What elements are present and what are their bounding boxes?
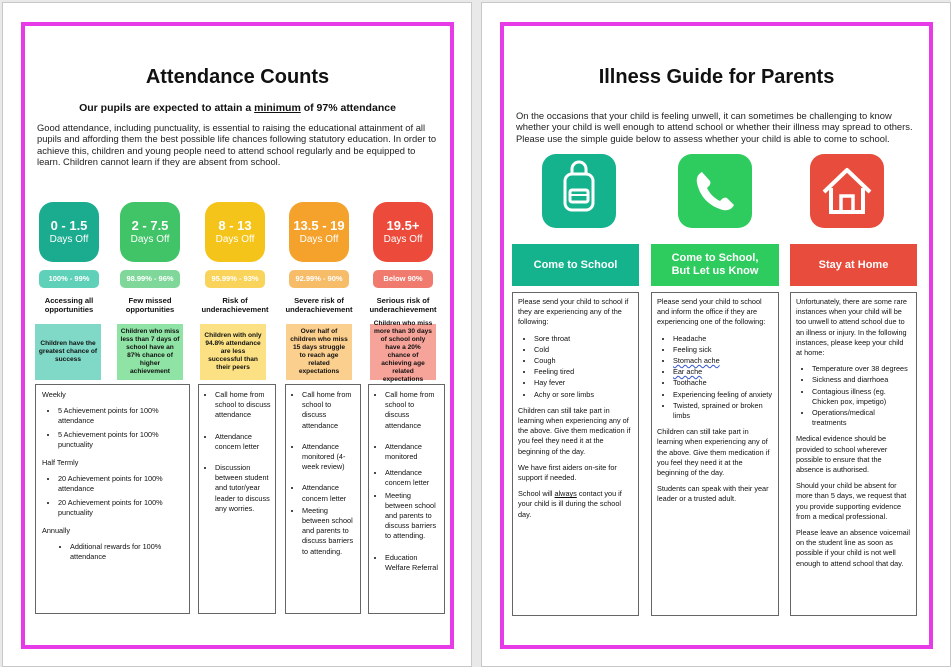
list-item: • Cold	[534, 345, 633, 355]
column-paragraph: Medical evidence should be provided to school wherever possible to ensure that the absence is authorised.	[796, 434, 888, 475]
list-item: • Discussion between student and tutor/year leader to discuss any worries.	[215, 463, 271, 514]
let-us-know-box	[651, 292, 779, 616]
list-item: • Temperature over 38 degrees	[812, 364, 911, 374]
list-item: • Achy or sore limbs	[534, 390, 633, 400]
days-off-badge: 8 - 13 Days Off	[205, 202, 265, 262]
list-item: • Attendance concern letter	[302, 483, 356, 503]
attendance-range-badge: Below 90%	[373, 270, 433, 288]
column-paragraph: Students can speak with their year leader or a trusted adult.	[657, 484, 769, 504]
column-lead: Please send your child to school and inform the office if they are experiencing one of the following:	[657, 297, 766, 327]
list-item: • 20 Achievement points for 100% punctuality	[58, 498, 183, 518]
list-item: • Call home from school to discuss attendance	[302, 390, 356, 431]
days-off-badge: 13.5 - 19 Days Off	[289, 202, 349, 262]
impact-note: Children who miss less than 7 days of school have an 87% chance of higher achievement	[117, 324, 183, 380]
list-item: • Call home from school to discuss attendance	[215, 390, 271, 421]
list-item: • 5 Achievement points for 100% attendance	[58, 406, 183, 426]
page-subtitle: Our pupils are expected to attain a minimum of 97% attendance	[79, 102, 396, 114]
column-paragraph: Children can still take part in learning when experiencing any of the above. Give them medication if you feel they need it at the beginning of the day.	[518, 405, 631, 456]
intro-paragraph: Good attendance, including punctuality, is essential to raising the educational attainment of all pupils and affording them the best possible life chances following statutory education. In order to achieve this, children and young people need to attend school regularly and be equipped to learn. Children cannot learn if they are absent from school.	[37, 122, 437, 167]
banner-come-to-school: Come to School	[512, 244, 639, 286]
actions-box	[198, 384, 276, 614]
attendance-range-badge: 92.99% - 90%	[289, 270, 349, 288]
attendance-range-badge: 98.99% - 96%	[120, 270, 180, 288]
page-border	[21, 22, 454, 649]
weekly-heading: Weekly	[42, 390, 66, 399]
list-item: • Sore throat	[534, 334, 633, 344]
list-item: • Additional rewards for 100% attendance	[70, 542, 183, 562]
column-paragraph: Please leave an absence voicemail on the student line as soon as possible if your child is not well enough to attend school that day.	[796, 528, 910, 568]
risk-label: Accessing all opportunities	[44, 296, 94, 314]
column-paragraph: Should your child be absent for more than 5 days, we request that you provide supporting evidence from a medical professional.	[796, 481, 907, 521]
days-off-badge: 0 - 1.5 Days Off	[39, 202, 99, 262]
actions-box	[285, 384, 361, 614]
list-item: • Contagious illness (eg. Chicken pox, impetigo)	[812, 387, 911, 407]
attendance-page	[2, 2, 472, 667]
list-item: • Education Welfare Referral	[385, 553, 440, 573]
column-lead: Unfortunately, there are some rare instances when your child will be too unwell to attend school due to an illness or injury. In the following instances, please keep your child at home:	[796, 297, 907, 358]
intro-paragraph: On the occasions that your child is feeling unwell, it can sometimes be challenging to know whether your child is well enough to attend school or whether their illness may spread to others. Please use the simple guide below to assess whether your child is able to come to school.	[516, 110, 913, 144]
attendance-range-badge: 100% - 99%	[39, 270, 99, 288]
list-item: • Twisted, sprained or broken limbs	[673, 401, 773, 421]
list-item: • Experiencing feeling of anxiety	[673, 390, 773, 400]
risk-label: Few missed opportunities	[125, 296, 175, 314]
list-item: • Cough	[534, 356, 633, 366]
list-item: • Ear ache	[673, 367, 773, 377]
come-to-school-box	[512, 292, 639, 616]
list-item: • 5 Achievement points for 100% punctuality	[58, 430, 183, 450]
impact-note: Children with only 94.8% attendance are less successful than their peers	[200, 324, 266, 380]
rewards-box	[35, 384, 190, 614]
illness-page	[481, 2, 951, 667]
house-icon	[810, 154, 884, 228]
list-item: • Stomach ache	[673, 356, 773, 366]
list-item: • Feeling tired	[534, 367, 633, 377]
page-border	[500, 22, 933, 649]
impact-note: Children who miss more than 30 days of school only have a 20% chance of achieving age related expectations	[370, 324, 436, 380]
backpack-icon	[542, 154, 616, 228]
banner-stay-at-home: Stay at Home	[790, 244, 917, 286]
page-title: Illness Guide for Parents	[598, 66, 835, 88]
halfterm-heading: Half Termly	[42, 458, 79, 468]
phone-icon	[678, 154, 752, 228]
page-title: Attendance Counts	[145, 66, 330, 88]
list-item: • Attendance monitored (4-week review)	[302, 442, 356, 473]
list-item: • Hay fever	[534, 378, 633, 388]
list-item: • Attendance monitored	[385, 442, 440, 462]
list-item: • Call home from school to discuss attendance	[385, 390, 440, 431]
list-item: • Operations/medical treatments	[812, 408, 911, 428]
column-paragraph: Children can still take part in learning when experiencing any of the above. Give them medication if you feel they need it at the beginning of the day.	[657, 427, 770, 478]
list-item: • Meeting between school and parents to discuss barriers to attending.	[385, 491, 440, 542]
risk-label: Severe risk of underachievement	[285, 296, 353, 314]
actions-box	[368, 384, 445, 614]
list-item: • Toothache	[673, 378, 773, 388]
column-paragraph: School will always contact you if your child is ill during the school day.	[518, 489, 622, 519]
list-item: • Attendance concern letter	[385, 468, 440, 488]
list-item: • Attendance concern letter	[215, 432, 271, 452]
impact-note: Over half of children who miss 15 days struggle to reach age related expectations	[286, 324, 352, 380]
risk-label: Serious risk of underachievement	[369, 296, 437, 314]
days-off-badge: 19.5+ Days Off	[373, 202, 433, 262]
list-item: • Meeting between school and parents to discuss barriers to attending.	[302, 506, 356, 557]
banner-come-to-school-let-us-know: Come to School, But Let us Know	[651, 244, 779, 286]
column-paragraph: We have first aiders on-site for support if needed.	[518, 462, 617, 483]
column-lead: Please send your child to school if they are experiencing any of the following:	[518, 297, 629, 327]
list-item: • 20 Achievement points for 100% attendance	[58, 474, 183, 494]
risk-label: Risk of underachievement	[201, 296, 269, 314]
list-item: • Feeling sick	[673, 345, 773, 355]
annual-heading: Annually	[42, 526, 70, 536]
days-off-badge: 2 - 7.5 Days Off	[120, 202, 180, 262]
impact-note: Children have the greatest chance of success	[35, 324, 101, 380]
list-item: • Headache	[673, 334, 773, 344]
stay-at-home-box	[790, 292, 917, 616]
attendance-range-badge: 95.99% - 93%	[205, 270, 265, 288]
list-item: • Sickness and diarrhoea	[812, 375, 911, 385]
